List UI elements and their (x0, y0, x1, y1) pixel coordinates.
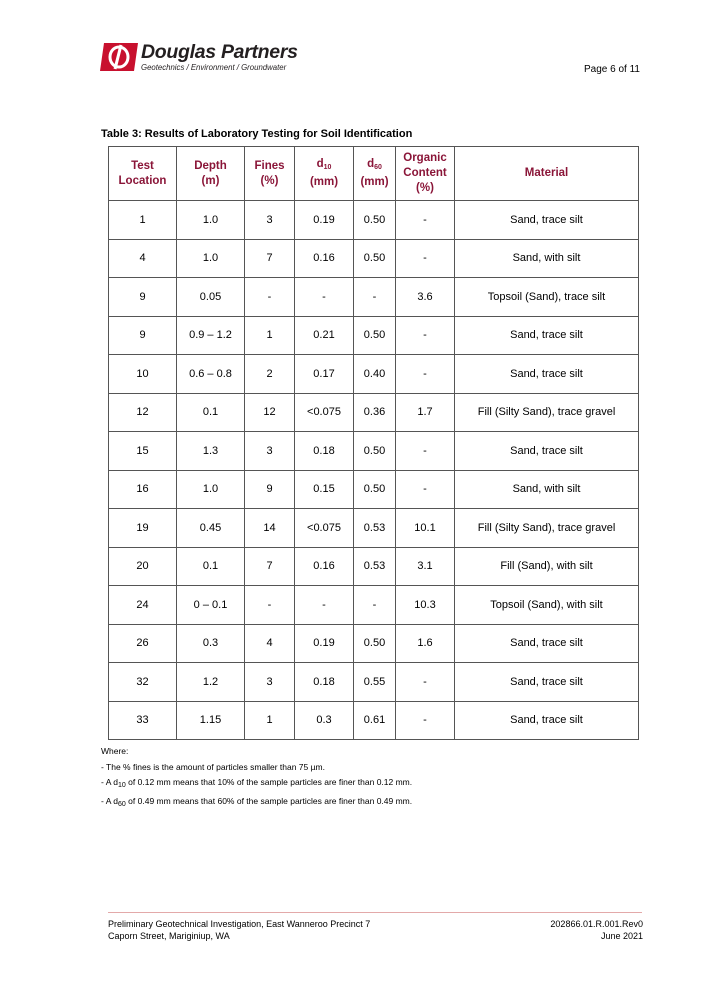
footer-project (108, 918, 370, 942)
footer-divider (108, 912, 642, 913)
note-fines: - The % fines is the amount of particles smaller than 75 µm. (101, 761, 325, 772)
cell-material: Fill (Sand), with silt (455, 547, 639, 586)
cell-organic-content: 10.3 (396, 586, 455, 625)
footer-project-title: Preliminary Geotechnical Investigation, East Wanneroo Precinct 7 (108, 919, 371, 929)
table-row (109, 355, 639, 394)
col-header-fines: Fines (%) (245, 147, 295, 201)
cell-test-location: 1 (109, 201, 177, 240)
footer-report-number: 202866.01.R.001.Rev0 (550, 919, 643, 929)
table-row (109, 663, 639, 702)
cell-d60: 0.55 (354, 663, 396, 702)
cell-d10: <0.075 (295, 393, 354, 432)
cell-fines: - (245, 278, 295, 317)
douglas-partners-logo-icon (100, 43, 138, 71)
cell-depth: 1.0 (177, 201, 245, 240)
table-row (109, 586, 639, 625)
cell-test-location: 32 (109, 663, 177, 702)
cell-test-location: 33 (109, 701, 177, 740)
cell-d60: 0.61 (354, 701, 396, 740)
cell-organic-content: - (396, 201, 455, 240)
cell-fines: 1 (245, 701, 295, 740)
cell-fines: 12 (245, 393, 295, 432)
cell-fines: 7 (245, 547, 295, 586)
cell-d60: 0.50 (354, 624, 396, 663)
cell-d10: 0.17 (295, 355, 354, 394)
table-row (109, 624, 639, 663)
cell-fines: 3 (245, 432, 295, 471)
cell-material: Sand, trace silt (455, 701, 639, 740)
cell-d60: 0.50 (354, 239, 396, 278)
cell-test-location: 16 (109, 470, 177, 509)
cell-material: Sand, trace silt (455, 432, 639, 471)
cell-d10: 0.3 (295, 701, 354, 740)
cell-material: Sand, trace silt (455, 316, 639, 355)
cell-test-location: 9 (109, 278, 177, 317)
cell-organic-content: - (396, 316, 455, 355)
cell-d60: 0.50 (354, 201, 396, 240)
cell-organic-content: 1.7 (396, 393, 455, 432)
cell-organic-content: 3.1 (396, 547, 455, 586)
cell-d10: 0.15 (295, 470, 354, 509)
cell-d10: - (295, 586, 354, 625)
cell-d60: - (354, 586, 396, 625)
notes-where: Where: (101, 746, 129, 756)
cell-test-location: 26 (109, 624, 177, 663)
cell-d60: - (354, 278, 396, 317)
table-row (109, 278, 639, 317)
cell-organic-content: - (396, 470, 455, 509)
cell-test-location: 24 (109, 586, 177, 625)
cell-d10: 0.16 (295, 239, 354, 278)
cell-test-location: 15 (109, 432, 177, 471)
col-header-test-location: Test Location (109, 147, 177, 201)
cell-organic-content: - (396, 663, 455, 702)
cell-material: Sand, trace silt (455, 201, 639, 240)
footer-date: June 2021 (600, 931, 643, 941)
cell-depth: 0.3 (177, 624, 245, 663)
cell-material: Sand, trace silt (455, 663, 639, 702)
cell-fines: 2 (245, 355, 295, 394)
col-header-material: Material (455, 147, 639, 201)
cell-depth: 0.1 (177, 393, 245, 432)
results-table (108, 146, 639, 740)
cell-fines: 14 (245, 509, 295, 548)
cell-material: Sand, trace silt (455, 624, 639, 663)
cell-fines: 3 (245, 663, 295, 702)
cell-test-location: 12 (109, 393, 177, 432)
cell-test-location: 9 (109, 316, 177, 355)
cell-depth: 0.9 – 1.2 (177, 316, 245, 355)
cell-depth: 1.15 (177, 701, 245, 740)
cell-depth: 0.45 (177, 509, 245, 548)
cell-d10: 0.16 (295, 547, 354, 586)
table-row (109, 470, 639, 509)
cell-test-location: 19 (109, 509, 177, 548)
cell-d10: 0.18 (295, 663, 354, 702)
col-header-depth: Depth (m) (177, 147, 245, 201)
cell-fines: 9 (245, 470, 295, 509)
cell-depth: 0 – 0.1 (177, 586, 245, 625)
table-row (109, 509, 639, 548)
cell-d10: 0.21 (295, 316, 354, 355)
table-row (109, 201, 639, 240)
table-notes (101, 744, 412, 812)
cell-material: Fill (Silty Sand), trace gravel (455, 393, 639, 432)
cell-organic-content: - (396, 432, 455, 471)
cell-fines: - (245, 586, 295, 625)
page-number: Page 6 of 11 (584, 64, 640, 75)
cell-d60: 0.36 (354, 393, 396, 432)
cell-depth: 1.3 (177, 432, 245, 471)
table-row (109, 701, 639, 740)
cell-material: Topsoil (Sand), trace silt (455, 278, 639, 317)
col-header-d10: $d_{10}$ (mm) (295, 147, 354, 201)
cell-organic-content: 3.6 (396, 278, 455, 317)
cell-fines: 7 (245, 239, 295, 278)
cell-depth: 0.6 – 0.8 (177, 355, 245, 394)
cell-d10: 0.19 (295, 624, 354, 663)
cell-d60: 0.50 (354, 470, 396, 509)
col-header-organic-content: Organic Content (%) (396, 147, 455, 201)
cell-test-location: 20 (109, 547, 177, 586)
table-header-row (109, 147, 639, 201)
cell-depth: 1.0 (177, 470, 245, 509)
cell-material: Fill (Silty Sand), trace gravel (455, 509, 639, 548)
cell-depth: 0.1 (177, 547, 245, 586)
cell-organic-content: - (396, 701, 455, 740)
cell-d60: 0.40 (354, 355, 396, 394)
table-row (109, 432, 639, 471)
logo-name: Douglas Partners (141, 41, 298, 63)
cell-d60: 0.53 (354, 547, 396, 586)
table-row (109, 393, 639, 432)
table-row (109, 547, 639, 586)
cell-d60: 0.50 (354, 316, 396, 355)
logo-tagline: Geotechnics / Environment / Groundwater (141, 63, 287, 72)
table-row (109, 239, 639, 278)
table-caption: Table 3: Results of Laboratory Testing for Soil Identification (101, 128, 413, 140)
col-header-d60: $d_{60}$ (mm) (354, 147, 396, 201)
cell-test-location: 4 (109, 239, 177, 278)
cell-organic-content: 10.1 (396, 509, 455, 548)
cell-organic-content: - (396, 239, 455, 278)
cell-depth: 1.0 (177, 239, 245, 278)
cell-depth: 1.2 (177, 663, 245, 702)
cell-material: Sand, with silt (455, 239, 639, 278)
cell-material: Topsoil (Sand), with silt (455, 586, 639, 625)
cell-d60: 0.50 (354, 432, 396, 471)
cell-material: Sand, with silt (455, 470, 639, 509)
cell-test-location: 10 (109, 355, 177, 394)
note-d10: - A $d_{10}$ of 0.12 mm means that 10% of the sample particles are finer than 0.12 mm. (101, 777, 413, 789)
cell-d10: 0.18 (295, 432, 354, 471)
cell-d10: 0.19 (295, 201, 354, 240)
footer-report-info (550, 918, 643, 942)
table-row (109, 316, 639, 355)
cell-d60: 0.53 (354, 509, 396, 548)
footer-project-location: Caporn Street, Mariginiup, WA (108, 931, 230, 941)
cell-material: Sand, trace silt (455, 355, 639, 394)
company-logo (100, 43, 298, 73)
cell-fines: 4 (245, 624, 295, 663)
cell-d10: - (295, 278, 354, 317)
cell-organic-content: 1.6 (396, 624, 455, 663)
note-d60: - A $d_{60}$ of 0.49 mm means that 60% of the sample particles are finer than 0.49 mm. (101, 795, 413, 808)
cell-organic-content: - (396, 355, 455, 394)
cell-fines: 3 (245, 201, 295, 240)
cell-depth: 0.05 (177, 278, 245, 317)
cell-fines: 1 (245, 316, 295, 355)
cell-d10: <0.075 (295, 509, 354, 548)
